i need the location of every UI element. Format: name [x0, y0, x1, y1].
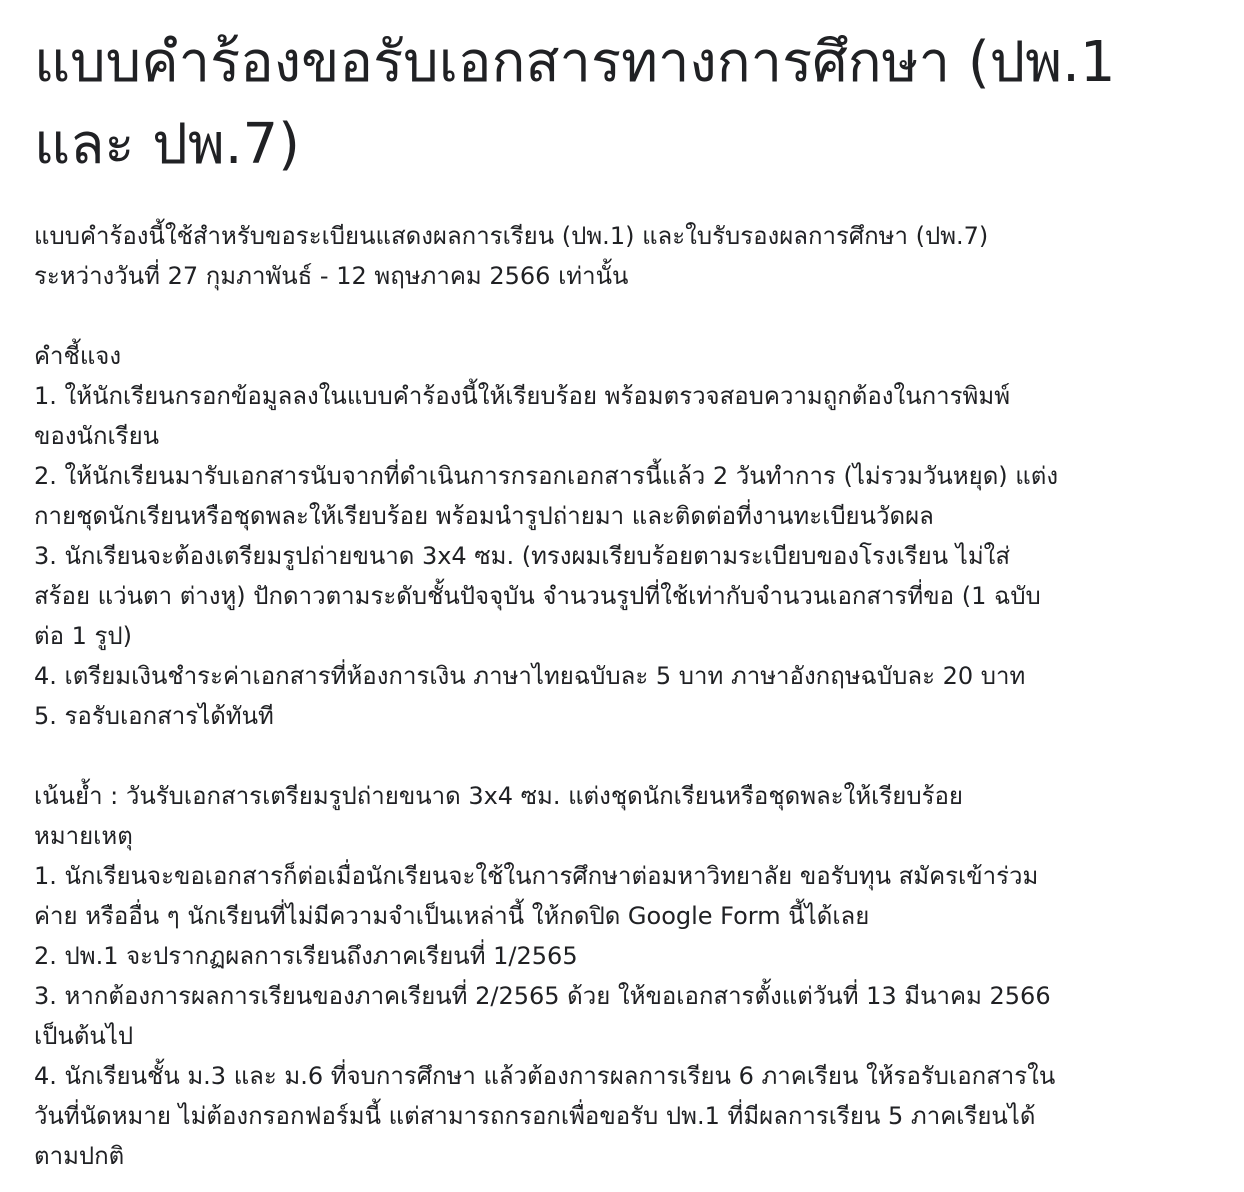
description-line: กายชุดนักเรียนหรือชุดพละให้เรียบร้อย พร้อมนำรูปถ่ายมา และติดต่อที่งานทะเบียนวัดผล	[34, 502, 934, 530]
description-line: ระหว่างวันที่ 27 กุมภาพันธ์ - 12 พฤษภาคม 2566 เท่านั้น	[34, 262, 629, 290]
description-line: ต่อ 1 รูป)	[34, 622, 133, 650]
description-line: สร้อย แว่นตา ต่างหู) ปักดาวตามระดับชั้นปัจจุบัน จำนวนรูปที่ใช้เท่ากับจำนวนเอกสารที่ขอ (1 ฉบับ	[34, 582, 1041, 610]
description-line: วันที่นัดหมาย ไม่ต้องกรอกฟอร์มนี้ แต่สามารถกรอกเพื่อขอรับ ปพ.1 ที่มีผลการเรียน 5 ภาคเรียนได้	[34, 1102, 1036, 1130]
emphasis-line: เน้นย้ำ : วันรับเอกสารเตรียมรูปถ่ายขนาด 3x4 ซม. แต่งชุดนักเรียนหรือชุดพละให้เรียบร้อย	[34, 782, 963, 810]
description-line: ของนักเรียน	[34, 422, 160, 450]
description-line: ค่าย หรืออื่น ๆ นักเรียนที่ไม่มีความจำเป็นเหล่านี้ ให้กดปิด Google Form นี้ได้เลย	[34, 902, 870, 930]
description-line: 1. นักเรียนจะขอเอกสารก็ต่อเมื่อนักเรียนจะใช้ในการศึกษาต่อมหาวิทยาลัย ขอรับทุน สมัครเข้าร่วม	[34, 862, 1039, 890]
description-line: 4. นักเรียนชั้น ม.3 และ ม.6 ที่จบการศึกษา แล้วต้องการผลการเรียน 6 ภาคเรียน ให้รอรับเอกสารใน	[34, 1062, 1056, 1090]
description-line: 3. หากต้องการผลการเรียนของภาคเรียนที่ 2/2565 ด้วย ให้ขอเอกสารตั้งแต่วันที่ 13 มีนาคม 2566	[34, 982, 1051, 1010]
notes-heading: หมายเหตุ	[34, 822, 133, 850]
description-blank-line	[34, 736, 1210, 776]
description-line: 3. นักเรียนจะต้องเตรียมรูปถ่ายขนาด 3x4 ซม. (ทรงผมเรียบร้อยตามระเบียบของโรงเรียน ไม่ใส่	[34, 542, 1011, 570]
description-line: 2. ให้นักเรียนมารับเอกสารนับจากที่ดำเนินการกรอกเอกสารนี้แล้ว 2 วันทำการ (ไม่รวมวันหยุด) แต่ง	[34, 462, 1059, 490]
description-line: 1. ให้นักเรียนกรอกข้อมูลลงในแบบคำร้องนี้ให้เรียบร้อย พร้อมตรวจสอบความถูกต้องในการพิมพ์	[34, 382, 1011, 410]
description-line: 4. เตรียมเงินชำระค่าเอกสารที่ห้องการเงิน ภาษาไทยฉบับละ 5 บาท ภาษาอังกฤษฉบับละ 20 บาท	[34, 662, 1026, 690]
description-blank-line	[34, 296, 1210, 336]
description-line: 2. ปพ.1 จะปรากฏผลการเรียนถึงภาคเรียนที่ 1/2565	[34, 942, 578, 970]
form-description	[34, 216, 1210, 1176]
form-title	[34, 22, 1210, 186]
form-title-line: แบบคำร้องขอรับเอกสารทางการศึกษา (ปพ.1	[34, 30, 1116, 95]
description-line: 5. รอรับเอกสารได้ทันที	[34, 702, 274, 730]
description-line: เป็นต้นไป	[34, 1022, 134, 1050]
instructions-heading: คำชี้แจง	[34, 342, 122, 370]
description-line: ตามปกติ	[34, 1142, 125, 1170]
description-line: แบบคำร้องนี้ใช้สำหรับขอระเบียนแสดงผลการเรียน (ปพ.1) และใบรับรองผลการศึกษา (ปพ.7)	[34, 222, 989, 250]
form-title-line: และ ปพ.7)	[34, 112, 301, 177]
